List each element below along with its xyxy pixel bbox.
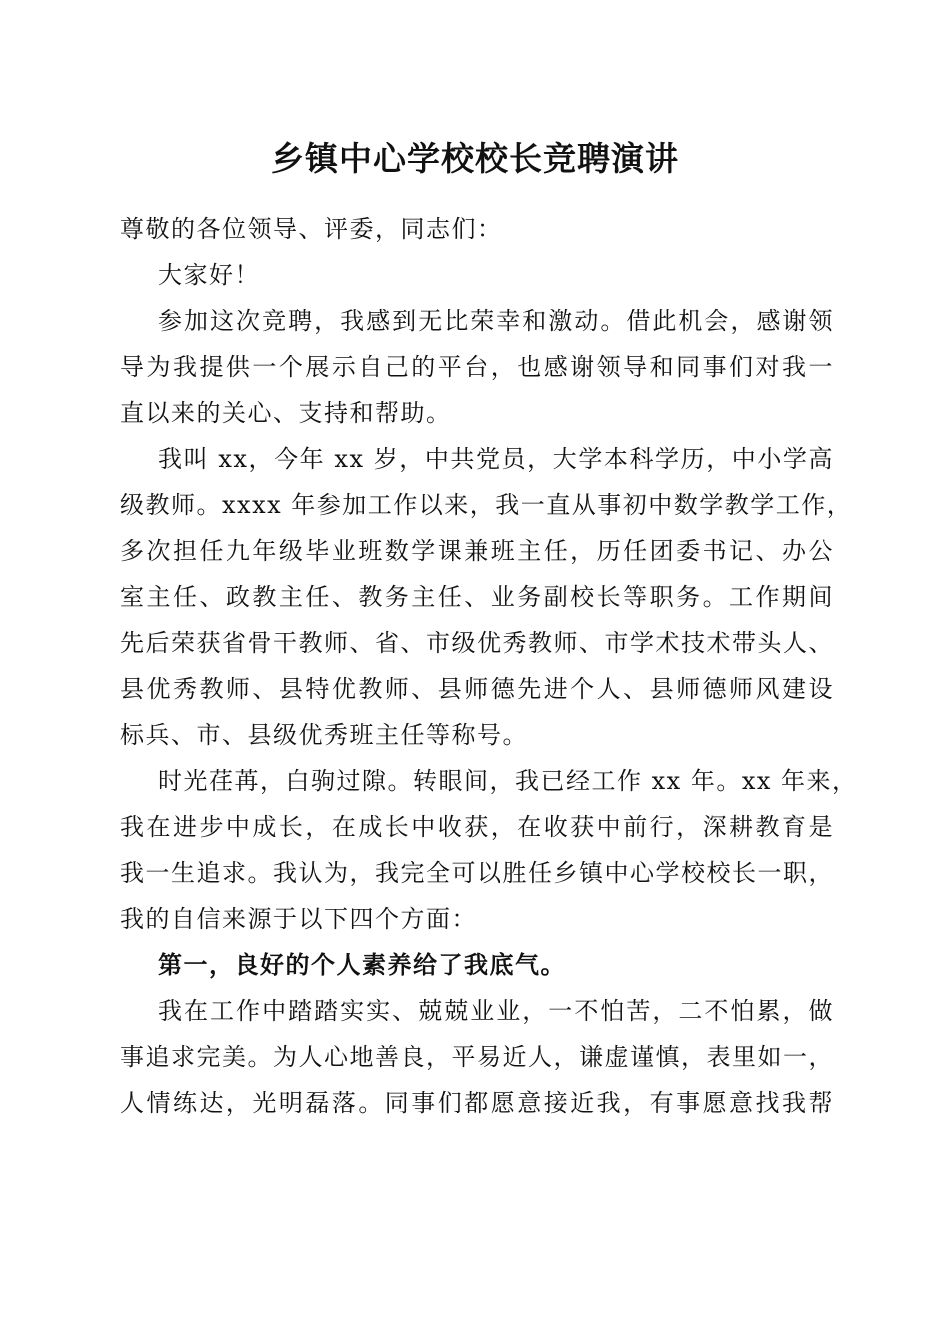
body-text-line: 先后荣获省骨干教师、省、市级优秀教师、市学术技术带头人、 bbox=[120, 629, 834, 657]
body-text-line: 我在进步中成长，在成长中收获，在收获中前行，深耕教育是 bbox=[120, 813, 834, 841]
body-text-line: 导为我提供一个展示自己的平台，也感谢领导和同事们对我一 bbox=[120, 353, 834, 381]
body-text-line: 人情练达，光明磊落。同事们都愿意接近我，有事愿意找我帮 bbox=[120, 1089, 834, 1117]
body-text-line: 室主任、政教主任、教务主任、业务副校长等职务。工作期间 bbox=[120, 583, 834, 611]
body-text-line: 我的自信来源于以下四个方面： bbox=[120, 905, 477, 933]
body-text-line: 我叫 xx，今年 xx 岁，中共党员，大学本科学历，中小学高 bbox=[158, 445, 834, 473]
body-text-line: 多次担任九年级毕业班数学课兼班主任，历任团委书记、办公 bbox=[120, 537, 834, 565]
body-text-line: 事追求完美。为人心地善良，平易近人，谦虚谨慎，表里如一， bbox=[120, 1043, 834, 1071]
body-text-line: 参加这次竞聘，我感到无比荣幸和激动。借此机会，感谢领 bbox=[158, 307, 834, 335]
body-text-line: 标兵、市、县级优秀班主任等称号。 bbox=[120, 721, 528, 749]
document-title: 乡镇中心学校校长竞聘演讲 bbox=[271, 139, 679, 178]
body-text-line: 我在工作中踏踏实实、兢兢业业，一不怕苦，二不怕累，做 bbox=[158, 997, 834, 1025]
body-text-line: 大家好！ bbox=[158, 261, 260, 289]
body-text-line: 尊敬的各位领导、评委，同志们： bbox=[120, 215, 503, 243]
body-text-line: 级教师。xxxx 年参加工作以来，我一直从事初中数学教学工作， bbox=[120, 491, 853, 519]
body-text-line: 时光荏苒，白驹过隙。转眼间，我已经工作 xx 年。xx 年来， bbox=[158, 767, 858, 795]
body-text-line: 直以来的关心、支持和帮助。 bbox=[120, 399, 452, 427]
section-heading-line: 第一，良好的个人素养给了我底气。 bbox=[158, 950, 566, 979]
body-text-line: 我一生追求。我认为，我完全可以胜任乡镇中心学校校长一职， bbox=[120, 859, 834, 887]
document-body bbox=[120, 206, 858, 1126]
body-text-line: 县优秀教师、县特优教师、县师德先进个人、县师德师风建设 bbox=[120, 675, 834, 703]
